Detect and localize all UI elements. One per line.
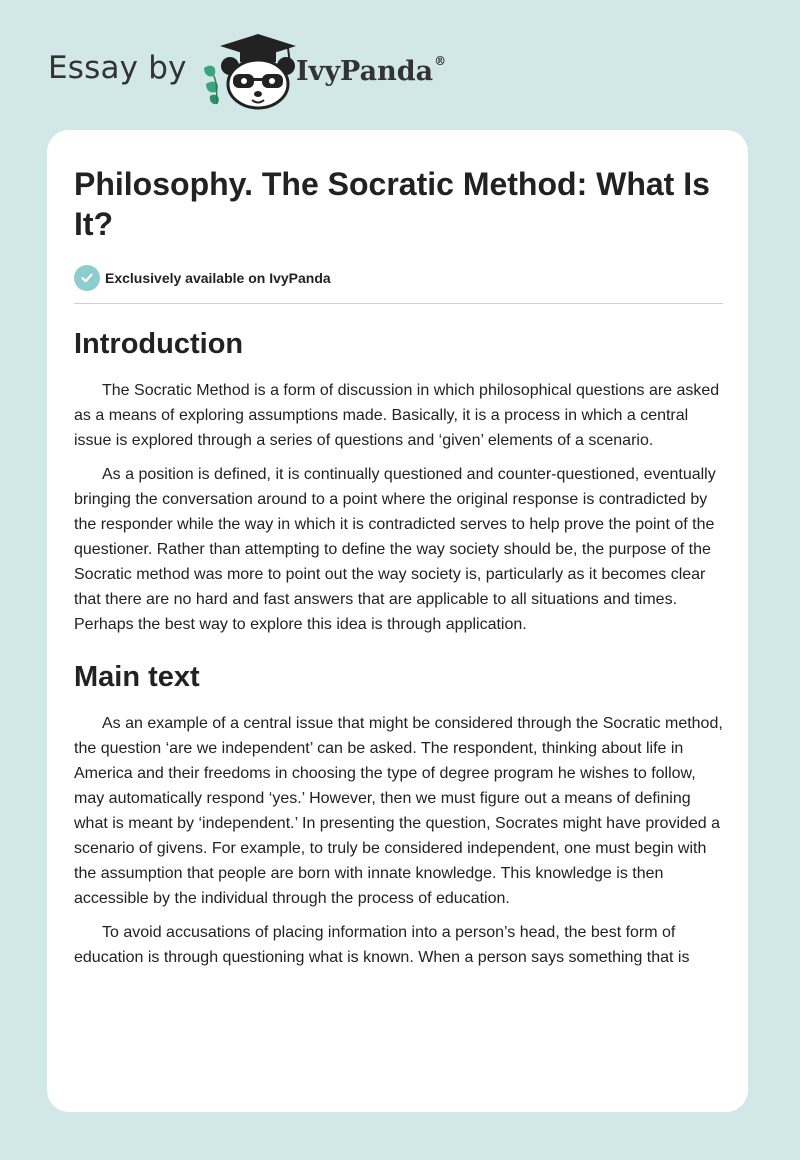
essay-content — [74, 164, 723, 970]
section-heading-main-text: Main text — [74, 661, 200, 693]
paragraph: As a position is defined, it is continually questioned and counter-questioned, eventually bringing the conversation around to a point where the original response is contradicted by the responder while the way in which it is contradicted serves to help prove the point of the questioner. Rather than attempting to define the way society should be, the purpose of the Socratic method was more to point out the way society is, particularly as it becomes clear that there are no hard and fast answers that are applicable to all situations and times. Perhaps the best way to explore this idea is through application. — [74, 466, 716, 633]
site-header — [48, 34, 548, 114]
paragraph: The Socratic Method is a form of discussion in which philosophical questions are asked as a means of exploring assumptions made. Basically, it is a process in which a central issue is explored through a series of questions and ‘given’ elements of a scenario. — [74, 382, 720, 449]
title-divider — [74, 303, 723, 304]
panda-graduate-logo-icon[interactable] — [200, 34, 298, 110]
paragraph: As an example of a central issue that might be considered through the Socratic method, the question ‘are we independent’ can be asked. The respondent, thinking about life in America and their freedoms in choosing the type of degree program he wishes to follow, may automatically respond ‘yes.’ However, then we must figure out a means of defining what is meant by ‘independent.’ In presenting the question, Socrates might have provided a scenario of givens. For example, to truly be considered independent, one must begin with the assumption that people are born with innate knowledge. This knowledge is then accessible by the individual through the process of education. — [74, 715, 723, 907]
brand-name[interactable]: IvyPanda® — [296, 54, 447, 87]
essay-card — [47, 130, 748, 1112]
paragraph: To avoid accusations of placing information into a person’s head, the best form of education is through questioning what is known. When a person says something that is — [74, 924, 690, 966]
exclusive-badge — [74, 265, 723, 291]
essay-by-label: Essay by — [48, 50, 187, 86]
section-heading-introduction: Introduction — [74, 328, 244, 360]
exclusive-badge-text: Exclusively available on IvyPanda — [105, 270, 331, 286]
trademark-symbol: ® — [434, 54, 447, 68]
essay-title: Philosophy. The Socratic Method: What Is It? — [74, 166, 710, 242]
check-circle-icon — [74, 265, 100, 291]
